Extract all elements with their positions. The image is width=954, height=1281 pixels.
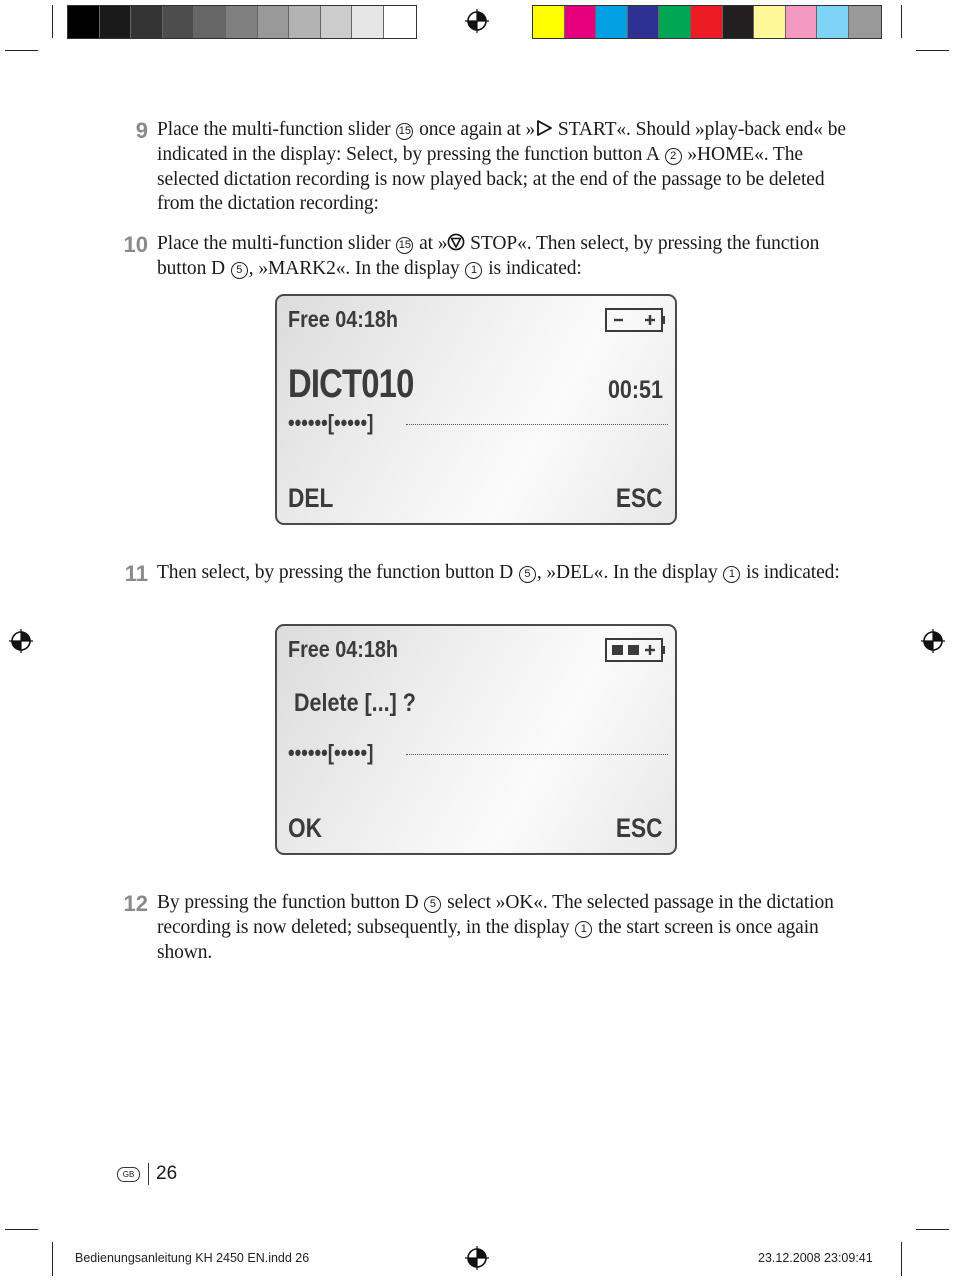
- text-run: at »: [414, 233, 448, 254]
- free-time-label: Free 04:18h: [288, 306, 398, 332]
- text-run: By pressing the function button D: [157, 892, 424, 913]
- color-swatch: [289, 6, 321, 38]
- step-number: 12: [123, 891, 148, 916]
- stop-icon: [447, 233, 465, 251]
- language-badge: GB: [117, 1167, 140, 1182]
- registration-mark-icon: [9, 629, 33, 653]
- lcd-display-mark2: [275, 294, 677, 525]
- text-run: once again at »: [414, 119, 536, 140]
- step-number: 11: [124, 561, 148, 586]
- callout-number: 5: [519, 566, 536, 583]
- color-swatch: [68, 6, 100, 38]
- text-run: Place the multi-function slider: [157, 119, 396, 140]
- crop-mark: [916, 1229, 949, 1230]
- process-color-bar: [532, 5, 882, 39]
- text-run: »HOME«. The selected dictation recording is now played back; at the end of the passage to be deleted from the dictation recording:: [157, 143, 825, 215]
- step-text: [157, 891, 847, 965]
- color-swatch: [754, 6, 786, 38]
- crop-mark: [5, 1229, 38, 1230]
- play-icon: [535, 119, 553, 137]
- mark-progress-bar: [288, 740, 668, 768]
- text-run: the start screen is once again shown.: [157, 916, 819, 963]
- page-footer: [117, 1163, 177, 1185]
- color-swatch: [533, 6, 565, 38]
- color-swatch: [194, 6, 226, 38]
- step-number: 9: [135, 118, 148, 143]
- registration-mark-icon: [465, 9, 489, 33]
- callout-number: 1: [465, 262, 482, 279]
- color-swatch: [565, 6, 597, 38]
- color-swatch: [258, 6, 290, 38]
- text-run: Then select, by pressing the function button D: [157, 562, 518, 583]
- callout-number: 15: [396, 237, 413, 254]
- crop-mark: [901, 1242, 902, 1276]
- progress-track: [406, 754, 668, 755]
- callout-number: 15: [396, 123, 413, 140]
- color-swatch: [659, 6, 691, 38]
- callout-number: 1: [575, 921, 592, 938]
- color-swatch: [226, 6, 258, 38]
- mark-indicator: ••••••[•••••]: [288, 740, 374, 765]
- text-run: START«. Should »play-back end« be indicated in the display: Select, by pressing the function button A: [157, 119, 846, 165]
- color-swatch: [352, 6, 384, 38]
- softkey-right-label: ESC: [616, 813, 663, 843]
- crop-mark: [5, 50, 38, 51]
- step-text: [157, 561, 847, 586]
- progress-track: [406, 424, 668, 425]
- crop-mark: [916, 50, 949, 51]
- text-run: Place the multi-function slider: [157, 233, 396, 254]
- color-swatch: [163, 6, 195, 38]
- color-swatch: [321, 6, 353, 38]
- grayscale-color-bar: [67, 5, 417, 39]
- crop-mark: [52, 1242, 53, 1276]
- text-run: , »MARK2«. In the display: [248, 257, 465, 279]
- page-number: 26: [156, 1163, 178, 1184]
- slug-filename: Bedienungsanleitung KH 2450 EN.indd 26: [75, 1251, 310, 1265]
- color-swatch: [786, 6, 818, 38]
- callout-number: 1: [723, 566, 740, 583]
- registration-mark-icon: [465, 1246, 489, 1270]
- slug-timestamp: 23.12.2008 23:09:41: [758, 1251, 873, 1265]
- text-run: , »DEL«. In the display: [536, 562, 723, 583]
- step-text: [157, 118, 847, 217]
- callout-number: 5: [424, 896, 441, 913]
- text-run: is indicated:: [483, 257, 582, 279]
- crop-mark: [52, 5, 53, 38]
- color-swatch: [100, 6, 132, 38]
- color-swatch: [723, 6, 755, 38]
- registration-mark-icon: [921, 629, 945, 653]
- step-number: 10: [123, 232, 148, 257]
- crop-mark: [901, 5, 902, 38]
- color-swatch: [849, 6, 881, 38]
- softkey-right-label: ESC: [616, 483, 663, 513]
- color-swatch: [384, 6, 416, 38]
- battery-icon: [605, 307, 665, 334]
- recording-time: 00:51: [608, 376, 663, 404]
- color-swatch: [596, 6, 628, 38]
- color-swatch: [817, 6, 849, 38]
- recording-name: DICT010: [288, 362, 414, 406]
- free-time-label: Free 04:18h: [288, 636, 398, 662]
- delete-prompt: Delete [...] ?: [294, 689, 416, 717]
- callout-number: 5: [231, 262, 248, 279]
- callout-number: 2: [665, 148, 682, 165]
- lcd-display-delete: [275, 624, 677, 855]
- step-text: [157, 232, 847, 282]
- color-swatch: [131, 6, 163, 38]
- text-run: select »OK«. The selected passage in the dictation recording is now deleted; subsequently, in the display: [157, 892, 834, 938]
- softkey-left-label: OK: [288, 813, 323, 843]
- color-swatch: [691, 6, 723, 38]
- text-run: is indicated:: [741, 562, 840, 583]
- text-run: STOP«. Then select, by pressing the function button D: [157, 233, 820, 279]
- mark-indicator: ••••••[•••••]: [288, 410, 374, 435]
- color-swatch: [628, 6, 660, 38]
- mark-progress-bar: [288, 410, 668, 438]
- footer-divider: [148, 1163, 149, 1185]
- softkey-left-label: DEL: [288, 483, 334, 513]
- battery-icon: [605, 637, 665, 664]
